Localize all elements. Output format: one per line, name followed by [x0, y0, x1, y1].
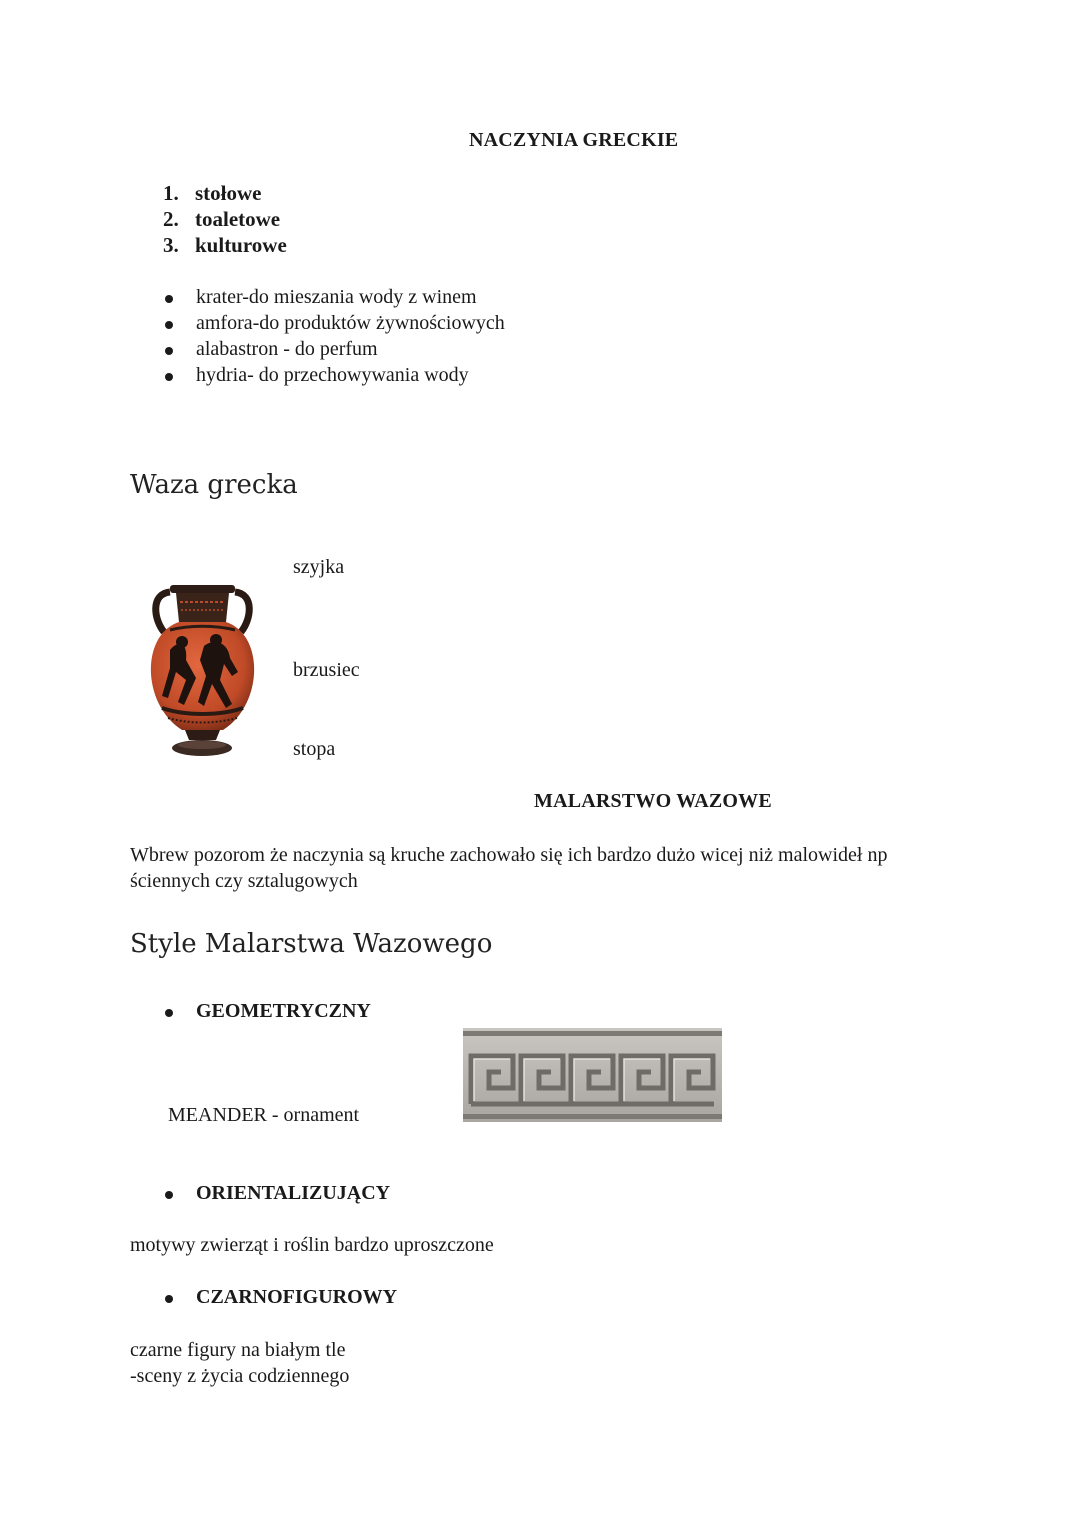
paragraph: Wbrew pozorom że naczynia są kruche zachowało się ich bardzo dużo wicej niż malowideł np ściennych czy sztalugowych — [130, 844, 888, 892]
neck-label: szyjka — [293, 556, 345, 578]
list-item: 1. stołowe — [163, 181, 262, 205]
foot-label: stopa — [293, 738, 336, 760]
section-title: MALARSTWO WAZOWE — [534, 790, 772, 812]
list-item: 3. kulturowe — [163, 233, 287, 257]
bullet-icon — [165, 295, 173, 303]
styles-heading: Style Malarstwa Wazowego — [130, 929, 493, 959]
bullet-icon — [165, 321, 173, 329]
bullet-icon — [165, 1009, 173, 1017]
style-item-blackfigure: CZARNOFIGUROWY — [165, 1286, 465, 1312]
belly-label: brzusiec — [293, 659, 360, 681]
vessel-bullet-list: krater-do mieszania wody z winem amfora-do produktów żywnościowych alabastron - do perfum hydria- do przechowywania wody — [165, 286, 665, 396]
blackfigure-description-2: -sceny z życia codziennego — [130, 1365, 350, 1387]
bullet-icon — [165, 1295, 173, 1303]
meander-label: MEANDER - ornament — [168, 1104, 360, 1126]
vase-heading: Waza grecka — [130, 470, 298, 500]
orientalizing-description: motywy zwierząt i roślin bardzo uproszczone — [130, 1234, 494, 1256]
blackfigure-description-1: czarne figury na białym tle — [130, 1339, 346, 1361]
style-item-orientalizing: ORIENTALIZUJĄCY — [165, 1182, 465, 1208]
bullet-icon — [165, 373, 173, 381]
style-item-geometric: GEOMETRYCZNY — [165, 1000, 465, 1026]
bullet-icon — [165, 1191, 173, 1199]
vessel-type-list — [163, 181, 463, 261]
meander-ornament-image — [463, 1028, 722, 1122]
page-title: NACZYNIA GRECKIE — [469, 129, 679, 151]
bullet-icon — [165, 347, 173, 355]
list-item: 2. toaletowe — [163, 207, 281, 231]
amphora-image — [140, 580, 265, 762]
